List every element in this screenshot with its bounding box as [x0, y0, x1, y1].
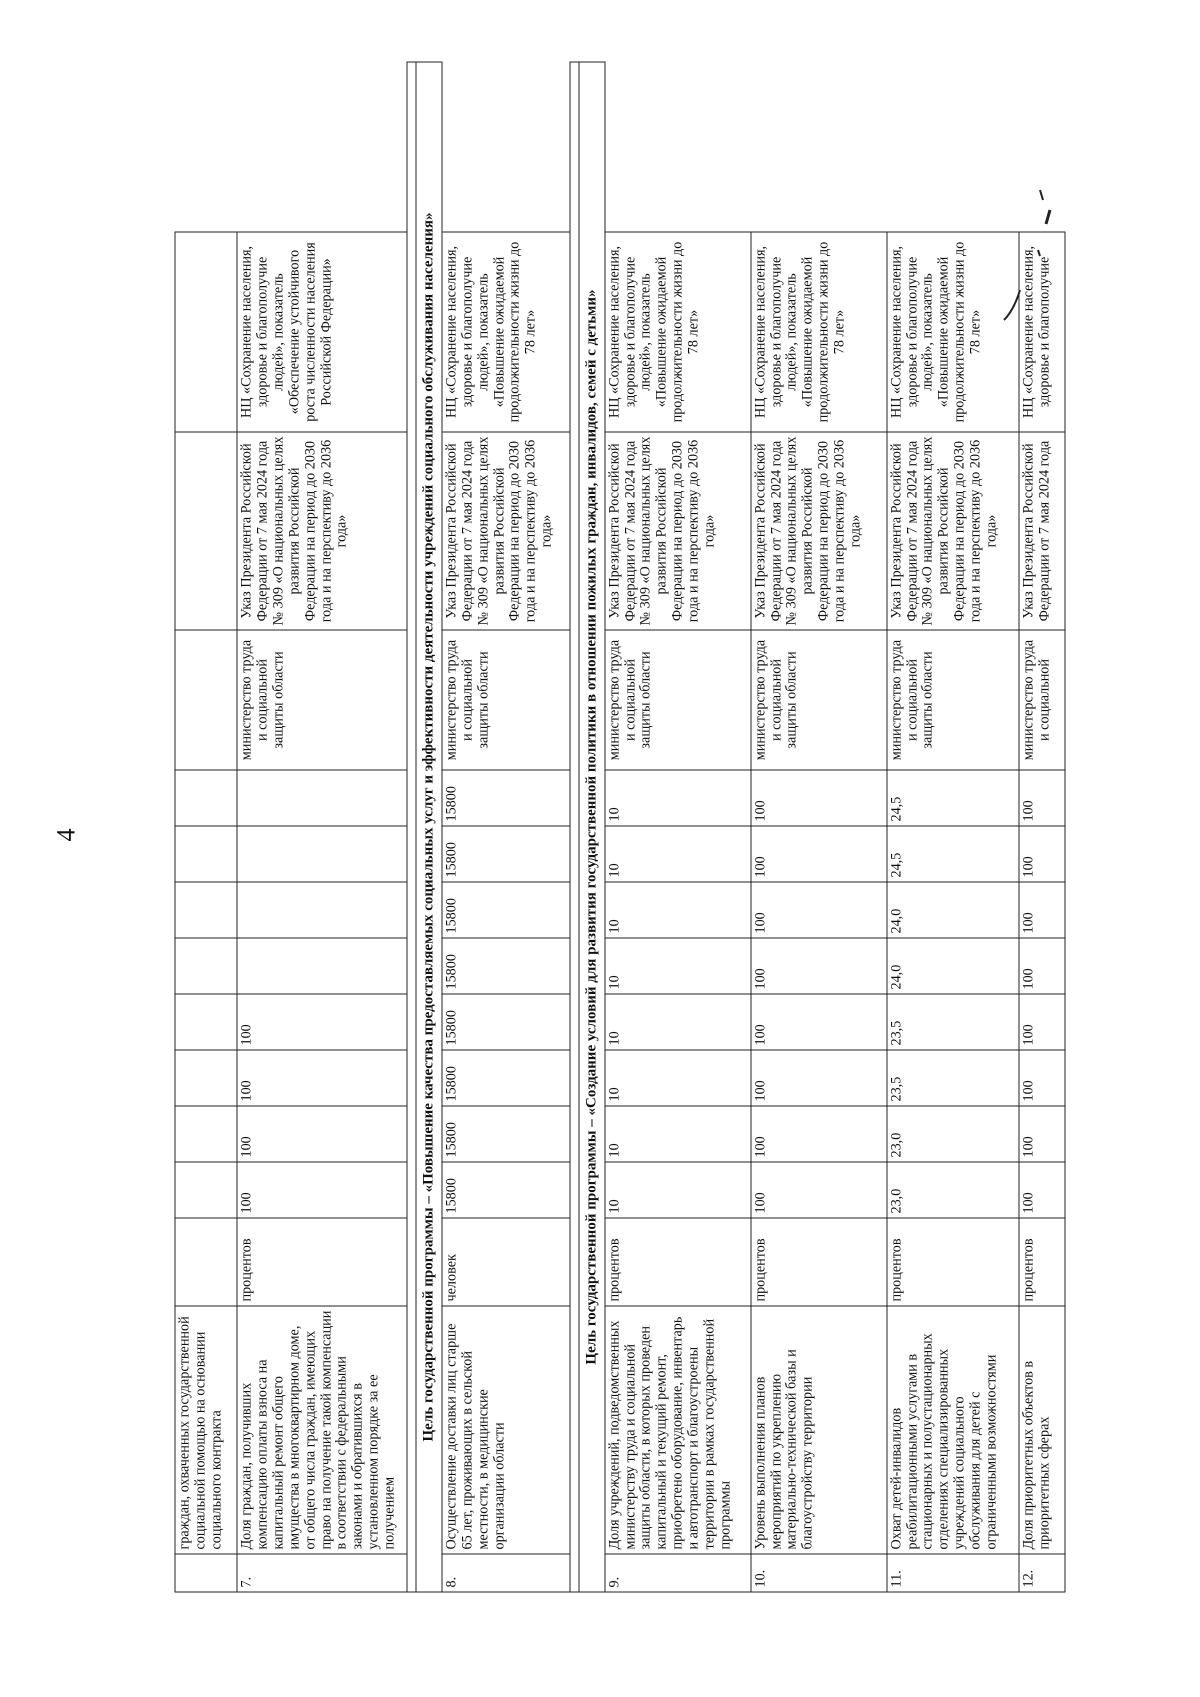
row-number: 8.	[442, 1554, 570, 1592]
row-number: 11.	[887, 1554, 1019, 1592]
indicators-table	[175, 62, 1066, 1593]
row-number	[175, 1554, 237, 1592]
rotated-table-wrapper	[175, 63, 1052, 1593]
value-cell: 10	[605, 826, 751, 882]
table-row	[751, 62, 887, 1592]
page-number: 4	[51, 828, 81, 842]
value-cell: 100	[1019, 994, 1065, 1050]
unit-cell: процентов	[1019, 1218, 1065, 1306]
table-body	[175, 62, 1065, 1592]
value-cell	[175, 1106, 237, 1162]
unit-cell: процентов	[887, 1218, 1019, 1306]
gap-cell	[407, 62, 416, 1592]
value-cell: 15800	[442, 826, 570, 882]
gap-row	[570, 62, 579, 1592]
value-cell: 100	[1019, 938, 1065, 994]
value-cell: 100	[1019, 1162, 1065, 1218]
value-cell: 23,5	[887, 994, 1019, 1050]
table-row	[605, 62, 751, 1592]
value-cell	[175, 770, 237, 826]
value-cell	[175, 938, 237, 994]
value-cell: 100	[751, 770, 887, 826]
value-cell	[175, 882, 237, 938]
value-cell: 15800	[442, 1106, 570, 1162]
document-cell: Указ Президента Российской Федерации от 7 мая 2024 года № 309 «О национальных целях развития Российской Федерации на период до 2030 года и на перспективу до 2036 года»	[442, 432, 570, 630]
value-cell: 15800	[442, 882, 570, 938]
row-number: 7.	[237, 1554, 407, 1592]
value-cell: 24,5	[887, 826, 1019, 882]
unit-cell: процентов	[605, 1218, 751, 1306]
value-cell: 100	[751, 1050, 887, 1106]
indicator-name: Доля граждан, получивших компенсацию оплаты взноса на капитальный ремонт общего имущества в многоквартирном доме, от общего числа граждан, имеющих право на получение такой компенсации в соответствии с федеральными законами и обратившихся в установленном порядке за ее получением	[237, 1306, 407, 1554]
national-goal-cell: НЦ «Сохранение населения, здоровье и благополучие людей», показатель «Обеспечение устойчивого роста численности населения Российской Федерации»	[237, 232, 407, 432]
value-cell: 10	[605, 882, 751, 938]
pen-marks-icon	[1000, 170, 1070, 330]
value-cell: 24,0	[887, 882, 1019, 938]
document-cell: Указ Президента Российской Федерации от 7 мая 2024 года № 309 «О национальных целях развития Российской Федерации на период до 2030 года и на перспективу до 2036 года»	[605, 432, 751, 630]
responsible-cell: министерство труда и социальной защиты области	[751, 630, 887, 770]
national-goal-cell: НЦ «Сохранение населения, здоровье и благополучие	[1019, 232, 1065, 432]
value-cell: 15800	[442, 938, 570, 994]
value-cell: 10	[605, 770, 751, 826]
gap-cell	[570, 62, 579, 1592]
value-cell: 23,0	[887, 1162, 1019, 1218]
document-cell: Указ Президента Российской Федерации от 7 мая 2024 года	[1019, 432, 1065, 630]
responsible-cell: министерство труда и социальной	[1019, 630, 1065, 770]
value-cell: 10	[605, 1162, 751, 1218]
value-cell: 24,5	[887, 770, 1019, 826]
goal-row	[579, 62, 605, 1592]
value-cell: 15800	[442, 1050, 570, 1106]
value-cell: 10	[605, 1106, 751, 1162]
national-goal-cell: НЦ «Сохранение населения, здоровье и благополучие людей», показатель «Повышение ожидаемой продолжительности жизни до 78 лет»	[605, 232, 751, 432]
value-cell: 23,0	[887, 1106, 1019, 1162]
value-cell: 100	[237, 1162, 407, 1218]
value-cell	[237, 938, 407, 994]
responsible-cell	[175, 630, 237, 770]
value-cell: 100	[751, 882, 887, 938]
value-cell: 10	[605, 1050, 751, 1106]
row-number: 10.	[751, 1554, 887, 1592]
value-cell: 100	[751, 938, 887, 994]
responsible-cell: министерство труда и социальной защиты области	[442, 630, 570, 770]
value-cell: 100	[751, 826, 887, 882]
indicator-name: Уровень выполнения планов мероприятий по укреплению материально-технической базы и благоустройству территории	[751, 1306, 887, 1554]
value-cell: 100	[1019, 1106, 1065, 1162]
value-cell: 100	[237, 994, 407, 1050]
national-goal-cell: НЦ «Сохранение населения, здоровье и благополучие людей», показатель «Повышение ожидаемой продолжительности жизни до 78 лет»	[887, 232, 1019, 432]
national-goal-cell: НЦ «Сохранение населения, здоровье и благополучие людей», показатель «Повышение ожидаемой продолжительности жизни до 78 лет»	[751, 232, 887, 432]
value-cell: 10	[605, 938, 751, 994]
value-cell: 24,0	[887, 938, 1019, 994]
value-cell: 100	[751, 1106, 887, 1162]
national-goal-cell	[175, 232, 237, 432]
table-row	[237, 62, 407, 1592]
document-cell: Указ Президента Российской Федерации от 7 мая 2024 года № 309 «О национальных целях развития Российской Федерации на период до 2030 года и на перспективу до 2036 года»	[237, 432, 407, 630]
indicator-name: Осуществление доставки лиц старше 65 лет, проживающих в сельской местности, в медицинские организации области	[442, 1306, 570, 1554]
indicator-name: Доля приоритетных объектов в приоритетных сферах	[1019, 1306, 1065, 1554]
goal-heading: Цель государственной программы – «Повышение качества предоставляемых социальных услуг и эффективности деятельности учреждений социального обслуживания населения»	[416, 62, 442, 1592]
unit-cell	[175, 1218, 237, 1306]
unit-cell: человек	[442, 1218, 570, 1306]
value-cell	[237, 826, 407, 882]
value-cell: 100	[237, 1106, 407, 1162]
unit-cell: процентов	[751, 1218, 887, 1306]
value-cell: 10	[605, 994, 751, 1050]
row-number: 12.	[1019, 1554, 1065, 1592]
indicator-name: граждан, охваченных государственной социальной помощью на основании социального контракта	[175, 1306, 237, 1554]
value-cell: 15800	[442, 1162, 570, 1218]
document-cell: Указ Президента Российской Федерации от 7 мая 2024 года № 309 «О национальных целях развития Российской Федерации на период до 2030 года и на перспективу до 2036 года»	[751, 432, 887, 630]
value-cell: 15800	[442, 770, 570, 826]
table-row	[175, 62, 237, 1592]
indicator-name: Доля учреждений, подведомственных министерству труда и социальной защиты области, в которых проведен капитальный и текущий ремонт, приобретено оборудование, инвентарь и автотранспорт и благоустроены территории в рамках государственной программы	[605, 1306, 751, 1554]
table-row	[442, 62, 570, 1592]
responsible-cell: министерство труда и социальной защиты области	[237, 630, 407, 770]
value-cell	[175, 994, 237, 1050]
row-number: 9.	[605, 1554, 751, 1592]
value-cell	[175, 826, 237, 882]
value-cell	[175, 1162, 237, 1218]
goal-heading: Цель государственной программы – «Создание условий для развития государственной политики в отношении пожилых граждан, инвалидов, семей с детьми»	[579, 62, 605, 1592]
value-cell: 100	[751, 994, 887, 1050]
value-cell: 100	[1019, 1050, 1065, 1106]
value-cell: 100	[1019, 770, 1065, 826]
value-cell	[237, 770, 407, 826]
indicator-name: Охват детей-инвалидов реабилитационными услугами в стационарных и полустационарных отделениях специализированных учреждений социального обслуживания для детей с ограниченными возможностями	[887, 1306, 1019, 1554]
responsible-cell: министерство труда и социальной защиты области	[605, 630, 751, 770]
value-cell	[175, 1050, 237, 1106]
gap-row	[407, 62, 416, 1592]
responsible-cell: министерство труда и социальной защиты области	[887, 630, 1019, 770]
value-cell: 23,5	[887, 1050, 1019, 1106]
value-cell: 100	[751, 1162, 887, 1218]
value-cell: 15800	[442, 994, 570, 1050]
national-goal-cell: НЦ «Сохранение населения, здоровье и благополучие людей», показатель «Повышение ожидаемой продолжительности жизни до 78 лет»	[442, 232, 570, 432]
value-cell: 100	[1019, 826, 1065, 882]
value-cell	[237, 882, 407, 938]
document-cell: Указ Президента Российской Федерации от 7 мая 2024 года № 309 «О национальных целях развития Российской Федерации на период до 2030 года и на перспективу до 2036 года»	[887, 432, 1019, 630]
value-cell: 100	[1019, 882, 1065, 938]
unit-cell: процентов	[237, 1218, 407, 1306]
value-cell: 100	[237, 1050, 407, 1106]
table-row	[887, 62, 1019, 1592]
goal-row	[416, 62, 442, 1592]
document-cell	[175, 432, 237, 630]
